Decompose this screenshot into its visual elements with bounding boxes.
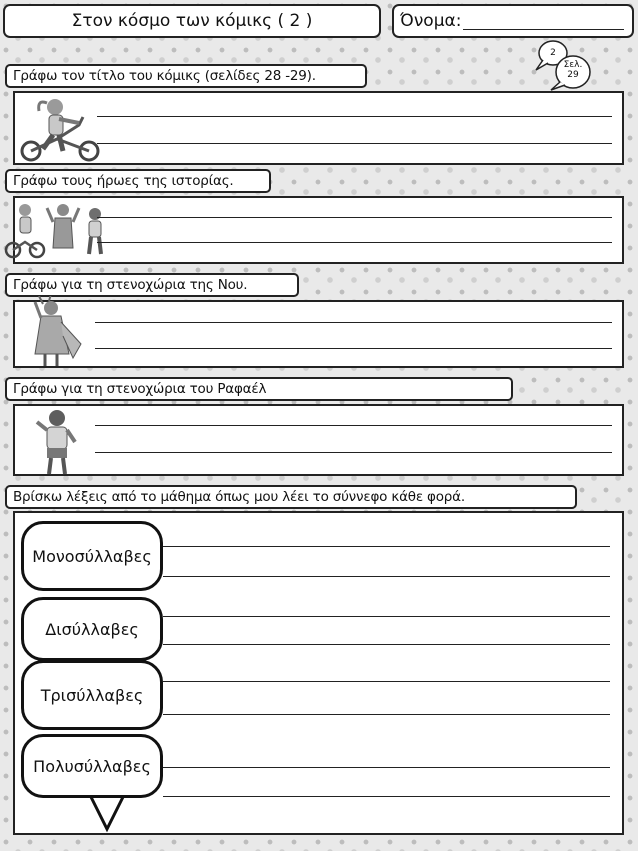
write-line[interactable] — [163, 714, 610, 715]
cloud-monosyllabic-text: Μονοσύλλαβες — [32, 546, 152, 566]
section-nou-label-text: Γράφω για τη στενοχώρια της Νου. — [13, 277, 248, 293]
title-writing-panel — [13, 91, 624, 165]
page-badge — [527, 38, 593, 96]
worksheet-title — [3, 4, 381, 38]
write-line[interactable] — [95, 452, 612, 453]
rafael-writing-panel — [13, 404, 624, 476]
badge-page-label: Σελ. — [563, 60, 583, 70]
cloud-disyllabic-text: Δισύλλαβες — [45, 619, 139, 639]
cloud-trisyllabic — [21, 660, 163, 730]
girl-on-bike-icon — [17, 95, 103, 163]
three-children-icon — [3, 200, 109, 262]
cloud-polysyllabic-text: Πολυσύλλαβες — [33, 756, 151, 776]
cloud-disyllabic — [21, 597, 163, 661]
write-line[interactable] — [163, 767, 610, 768]
section-rafael-label-text: Γράφω για τη στενοχώρια του Ραφαέλ — [13, 381, 267, 397]
name-field[interactable] — [392, 4, 634, 38]
write-line[interactable] — [95, 425, 612, 426]
section-nou-label — [5, 273, 299, 297]
write-line[interactable] — [163, 546, 610, 547]
section-words-label-text: Βρίσκω λέξεις από το μάθημα όπως μου λέει το σύννεφο κάθε φορά. — [13, 489, 465, 505]
section-title-label-text: Γράφω τον τίτλο του κόμικς (σελίδες 28 -29). — [13, 68, 316, 84]
section-words-label — [5, 485, 577, 509]
badge-number: 2 — [550, 48, 556, 58]
section-heroes-label — [5, 169, 271, 193]
section-title-label — [5, 64, 367, 88]
badge-page-number: 29 — [567, 70, 579, 80]
section-rafael-label — [5, 377, 513, 401]
write-line[interactable] — [163, 576, 610, 577]
write-line[interactable] — [97, 116, 612, 117]
write-line[interactable] — [95, 348, 612, 349]
nou-writing-panel — [13, 300, 624, 368]
write-line[interactable] — [163, 616, 610, 617]
words-writing-panel — [13, 511, 624, 835]
heroes-writing-panel — [13, 196, 624, 264]
cloud-monosyllabic — [21, 521, 163, 591]
girl-nou-icon — [29, 296, 85, 368]
write-line[interactable] — [97, 242, 612, 243]
write-line[interactable] — [163, 681, 610, 682]
write-line[interactable] — [97, 217, 612, 218]
speech-bubbles-icon — [527, 38, 593, 96]
section-heroes-label-text: Γράφω τους ήρωες της ιστορίας. — [13, 173, 234, 189]
name-label: Όνομα: — [400, 11, 462, 31]
write-line[interactable] — [97, 143, 612, 144]
worksheet-title-text: Στον κόσμο των κόμικς ( 2 ) — [71, 11, 313, 31]
name-write-line[interactable] — [463, 13, 624, 30]
cloud-trisyllabic-text: Τρισύλλαβες — [40, 685, 144, 705]
boy-rafael-icon — [35, 408, 81, 476]
write-line[interactable] — [163, 796, 610, 797]
write-line[interactable] — [163, 644, 610, 645]
cloud-polysyllabic — [21, 734, 163, 798]
write-line[interactable] — [95, 322, 612, 323]
